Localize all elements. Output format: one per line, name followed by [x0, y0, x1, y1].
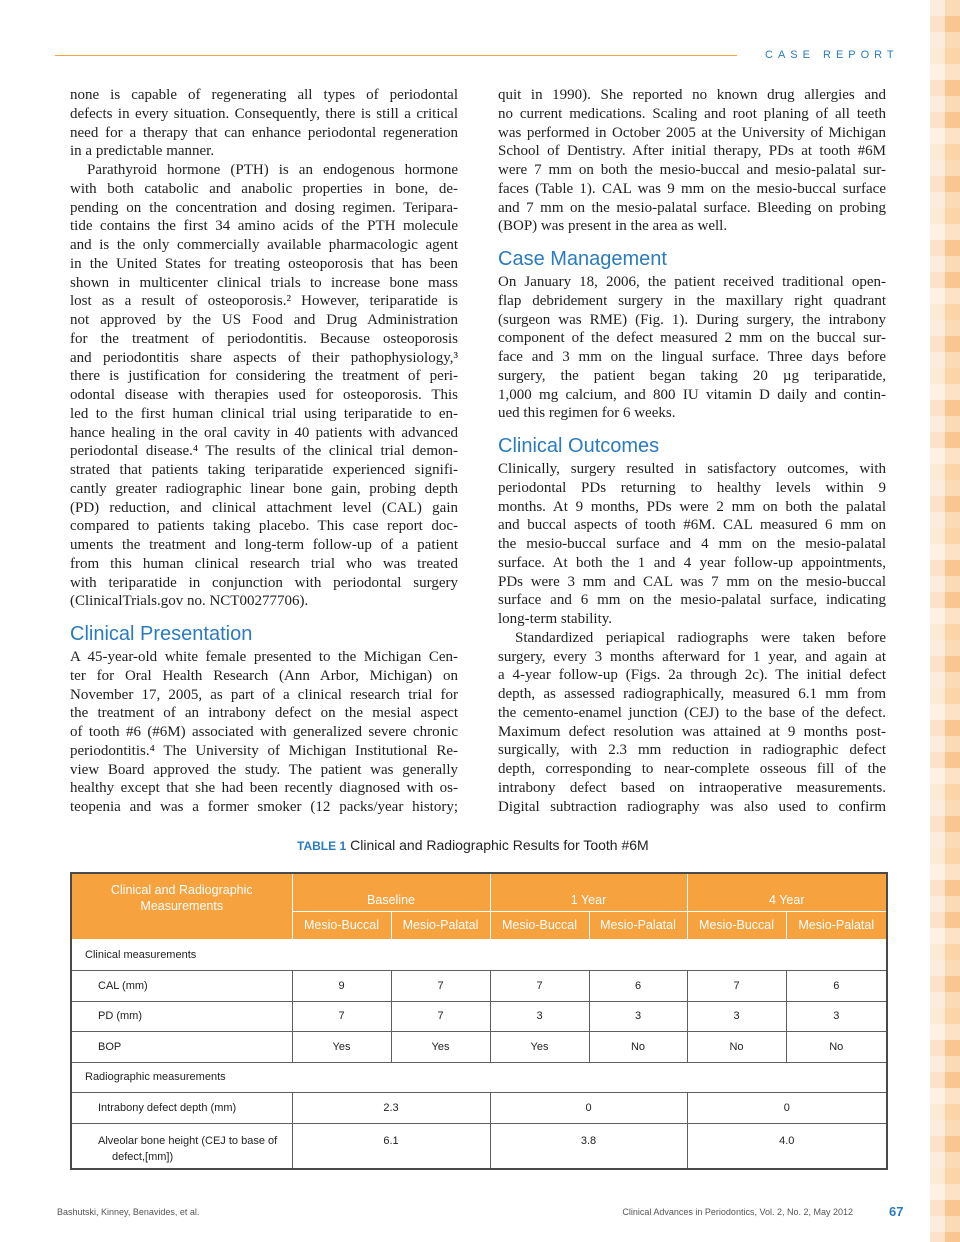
table-group-header: Baseline: [292, 873, 490, 911]
body-text-line: Parathyroid hormone (PTH) is an endogenous hormone: [87, 162, 458, 178]
table-section-row: [71, 939, 887, 970]
body-text-line: none is capable of regenerating all types of periodontal: [70, 87, 458, 103]
body-text-line: periodontitis.⁴ The University of Michigan Institutional Re-: [70, 742, 458, 759]
table-subheader: Mesio-Buccal: [292, 911, 391, 939]
section-label: CASE REPORT: [765, 49, 899, 61]
body-text-line: flap debridement surgery in the maxillary right quadrant: [498, 292, 886, 309]
table-row-label: CAL (mm): [71, 970, 292, 1001]
table-cell: No: [589, 1031, 687, 1062]
body-text-line: pending on the concentration and dosing regimen. Teripara-: [70, 199, 458, 216]
body-text-line: and periodontitis share aspects of their pathophysiology,³: [70, 349, 458, 366]
body-text-line: uments the treatment and long-term follow-up of a patient: [70, 537, 458, 553]
table-cell: 7: [292, 1001, 391, 1031]
body-text-line: School of Dentistry. After initial therapy, PDs at tooth #6M: [498, 143, 886, 160]
table-cell: 9: [292, 970, 391, 1001]
body-text-line: with teriparatide in conjunction with periodontal surgery: [70, 574, 458, 591]
left-column-block-1: [70, 86, 458, 611]
table-section-row: [71, 1062, 887, 1092]
body-text-line: Standardized periapical radiographs were taken before: [515, 629, 886, 646]
footer-journal: Clinical Advances in Periodontics, Vol. 2, No. 2, May 2012: [622, 1207, 853, 1217]
table-section-title: Radiographic measurements: [71, 1062, 887, 1092]
body-text-line: in the United States for treating osteoporosis that has been: [70, 255, 458, 272]
body-text-line: and buccal aspects of tooth #6M. CAL measured 6 mm on: [498, 517, 886, 534]
body-text-line: Maximum defect resolution was attained at 9 months post-: [498, 723, 886, 740]
body-text-line: not approved by the US Food and Drug Administration: [70, 312, 458, 328]
body-text-line: component of the defect measured 2 mm on the buccal sur-: [498, 330, 886, 347]
table-caption-text: Clinical and Radiographic Results for Tooth #6M: [350, 837, 649, 853]
body-text-line: healthy except that she had been recently diagnosed with os-: [70, 780, 458, 797]
table-cell: 6: [786, 970, 887, 1001]
body-text-line: view Board approved the study. The patient was generally: [70, 761, 458, 778]
body-text-line: and is the only commercially available pharmacologic agent: [70, 237, 458, 253]
table-row-label: Intrabony defect depth (mm): [71, 1092, 292, 1123]
table-caption: [297, 836, 649, 855]
body-text-line: the cemento-enamel junction (CEJ) to the base of the defect.: [498, 704, 886, 721]
table-subheader: Mesio-Palatal: [391, 911, 490, 939]
left-column-block-2: [70, 648, 458, 817]
table-cell: 3: [589, 1001, 687, 1031]
paragraph: [70, 648, 458, 817]
results-table: [70, 872, 888, 1170]
table-cell: 3: [490, 1001, 589, 1031]
paragraph: [498, 460, 886, 629]
body-text-line: with both catabolic and anabolic properties in bone, de-: [70, 180, 458, 197]
table-cell: 7: [391, 1001, 490, 1031]
table-cell: 0: [490, 1092, 687, 1123]
body-text-line: hance healing in the oral cavity in 40 patients with advanced: [70, 424, 458, 441]
table-cell: Yes: [292, 1031, 391, 1062]
paragraph: [70, 86, 458, 161]
table-subheader: Mesio-Buccal: [490, 911, 589, 939]
body-text-line: lost as a result of osteoporosis.² However, teriparatide is: [70, 293, 458, 310]
body-text-line: led to the first human clinical trial using teriparatide to en-: [70, 405, 458, 422]
body-text-line: compared to patients taking placebo. This case report doc-: [70, 518, 458, 535]
body-text-line: face and 3 mm on the lingual surface. Three days before: [498, 349, 886, 365]
body-text-line: strated that patients taking teriparatide experienced signifi-: [70, 462, 458, 478]
body-text-line: depth, as assessed radiographically, measured 6.1 mm from: [498, 686, 886, 702]
body-text-line: Clinically, surgery resulted in satisfactory outcomes, with: [498, 461, 886, 477]
body-text-line: odontal disease with therapies used for osteoporosis. This: [70, 387, 458, 403]
table-cell: 6: [589, 970, 687, 1001]
table-row-label: BOP: [71, 1031, 292, 1062]
body-text-line: surgery, the patient began taking 20 µg teriparatide,: [498, 367, 886, 384]
body-text-line: (surgeon was RME) (Fig. 1). During surgery, the intrabony: [498, 311, 886, 328]
table-group-header: 4 Year: [687, 873, 887, 911]
table-cell: 2.3: [292, 1092, 490, 1123]
body-text-line: surgery, every 3 months afterward for 1 year, and again at: [498, 648, 886, 665]
right-column-block-3: [498, 460, 886, 816]
body-text-line: periodontal PDs returning to healthy levels within 9: [498, 479, 886, 496]
table-row: [71, 1092, 887, 1123]
table-cell: Yes: [391, 1031, 490, 1062]
body-text-line: tide contains the first 34 amino acids of the PTH molecule: [70, 218, 458, 235]
table-cell: 3.8: [490, 1123, 687, 1169]
header-rule: [55, 55, 737, 56]
body-text-line: from this human clinical research trial who was treated: [70, 555, 458, 572]
body-text-line: A 45-year-old white female presented to the Michigan Cen-: [70, 649, 458, 665]
table-row: [71, 970, 887, 1001]
body-text-line: ued this regimen for 6 weeks.: [498, 405, 676, 422]
table-cell: 7: [490, 970, 589, 1001]
body-text-line: no current medications. Scaling and root planing of all teeth: [498, 105, 886, 122]
body-text-line: faces (Table 1). CAL was 9 mm on the mesio-buccal surface: [498, 180, 886, 197]
body-text-line: months. At 9 months, PDs were 2 mm on both the palatal: [498, 498, 886, 515]
table-row: [71, 1001, 887, 1031]
table-subheader: Mesio-Palatal: [589, 911, 687, 939]
section-heading-case-management: Case Management: [498, 248, 667, 270]
paragraph: [70, 161, 458, 611]
body-text-line: PDs were 3 mm and CAL was 7 mm on the mesio-buccal: [498, 573, 886, 590]
table-cell: 3: [786, 1001, 887, 1031]
body-text-line: a 4-year follow-up (Figs. 2a through 2c). The initial defect: [498, 667, 886, 684]
table-cell: 7: [391, 970, 490, 1001]
body-text-line: for the treatment of periodontitis. Because osteoporosis: [70, 330, 458, 347]
table-subheader: Mesio-Palatal: [786, 911, 887, 939]
body-text-line: intrabony defect based on intraoperative measurements.: [498, 779, 886, 796]
body-text-line: (ClinicalTrials.gov no. NCT00277706).: [70, 593, 309, 610]
table-row: [71, 1123, 887, 1169]
body-text-line: and 7 mm on the mesio-palatal surface. Bleeding on probing: [498, 199, 886, 216]
table-row-label: PD (mm): [71, 1001, 292, 1031]
body-text-line: quit in 1990). She reported no known drug allergies and: [498, 87, 886, 103]
table-cell: 3: [687, 1001, 786, 1031]
body-text-line: shown in multicenter clinical trials to increase bone mass: [70, 274, 458, 291]
body-text-line: 1,000 mg calcium, and 800 IU vitamin D daily and contin-: [498, 386, 886, 403]
body-text-line: cantly greater radiographic linear bone gain, probing depth: [70, 480, 458, 497]
body-text-line: were 7 mm on both the mesio-buccal and mesio-palatal sur-: [498, 162, 886, 178]
table-cell: 0: [687, 1092, 887, 1123]
decorative-side-strip: [930, 0, 960, 1242]
body-text-line: the mesio-buccal surface and 4 mm on the mesio-palatal: [498, 536, 886, 552]
table-section-title: Clinical measurements: [71, 939, 887, 970]
section-heading-clinical-outcomes: Clinical Outcomes: [498, 435, 660, 457]
footer-authors: Bashutski, Kinney, Benavides, et al.: [57, 1207, 200, 1217]
table-row-label: Alveolar bone height (CEJ to base of defect,[mm]): [71, 1123, 292, 1169]
paragraph: [498, 86, 886, 236]
body-text-line: surface and 6 mm on the mesio-palatal surface, indicating: [498, 592, 886, 609]
body-text-line: surface. At both the 1 and 4 year follow-up appointments,: [498, 554, 886, 571]
body-text-line: depth, corresponding to near-complete osseous fill of the: [498, 761, 886, 777]
table-cell: 7: [687, 970, 786, 1001]
body-text-line: in a predictable manner.: [70, 143, 215, 160]
body-text-line: the treatment of an intrabony defect on the mesial aspect: [70, 705, 458, 722]
body-text-line: surgically, with 2.3 mm reduction in radiographic defect: [498, 742, 886, 759]
body-text-line: there is justification for considering the treatment of peri-: [70, 368, 458, 385]
table-caption-label: TABLE 1: [297, 839, 347, 853]
table-subheader: Mesio-Buccal: [687, 911, 786, 939]
body-text-line: defects in every situation. Consequently, there is still a critical: [70, 105, 458, 122]
right-column-block-2: [498, 273, 886, 423]
paragraph: [498, 273, 886, 423]
body-text-line: (PD) reduction, and clinical attachment level (CAL) gain: [70, 499, 458, 516]
table-row: [71, 1031, 887, 1062]
body-text-line: long-term stability.: [498, 611, 613, 627]
body-text-line: need for a therapy that can enhance periodontal regeneration: [70, 124, 458, 141]
body-text-line: On January 18, 2006, the patient received traditional open-: [498, 274, 886, 290]
body-text-line: November 17, 2005, as part of a clinical research trial for: [70, 686, 458, 703]
table-cell: No: [786, 1031, 887, 1062]
section-heading-clinical-presentation: Clinical Presentation: [70, 623, 253, 645]
right-column-block-1: [498, 86, 886, 236]
page-number: 67: [889, 1204, 904, 1219]
body-text-line: (BOP) was present in the area as well.: [498, 218, 728, 235]
paragraph: [498, 629, 886, 817]
table-cell: Yes: [490, 1031, 589, 1062]
body-text-line: Digital subtraction radiography was also used to confirm: [498, 798, 886, 815]
table-cell: 4.0: [687, 1123, 887, 1169]
body-text-line: was performed in October 2005 at the University of Michigan: [498, 124, 886, 141]
table-header-corner: Clinical and Radiographic Measurements: [71, 873, 292, 939]
table-group-header: 1 Year: [490, 873, 687, 911]
body-text-line: of tooth #6 (#6M) associated with generalized severe chronic: [70, 724, 458, 740]
body-text-line: periodontal disease.⁴ The results of the clinical trial demon-: [70, 443, 458, 460]
table-cell: 6.1: [292, 1123, 490, 1169]
body-text-line: teopenia and was a former smoker (12 packs/year history;: [70, 799, 458, 815]
body-text-line: ter for Oral Health Research (Ann Arbor, Michigan) on: [70, 667, 458, 684]
table-cell: No: [687, 1031, 786, 1062]
